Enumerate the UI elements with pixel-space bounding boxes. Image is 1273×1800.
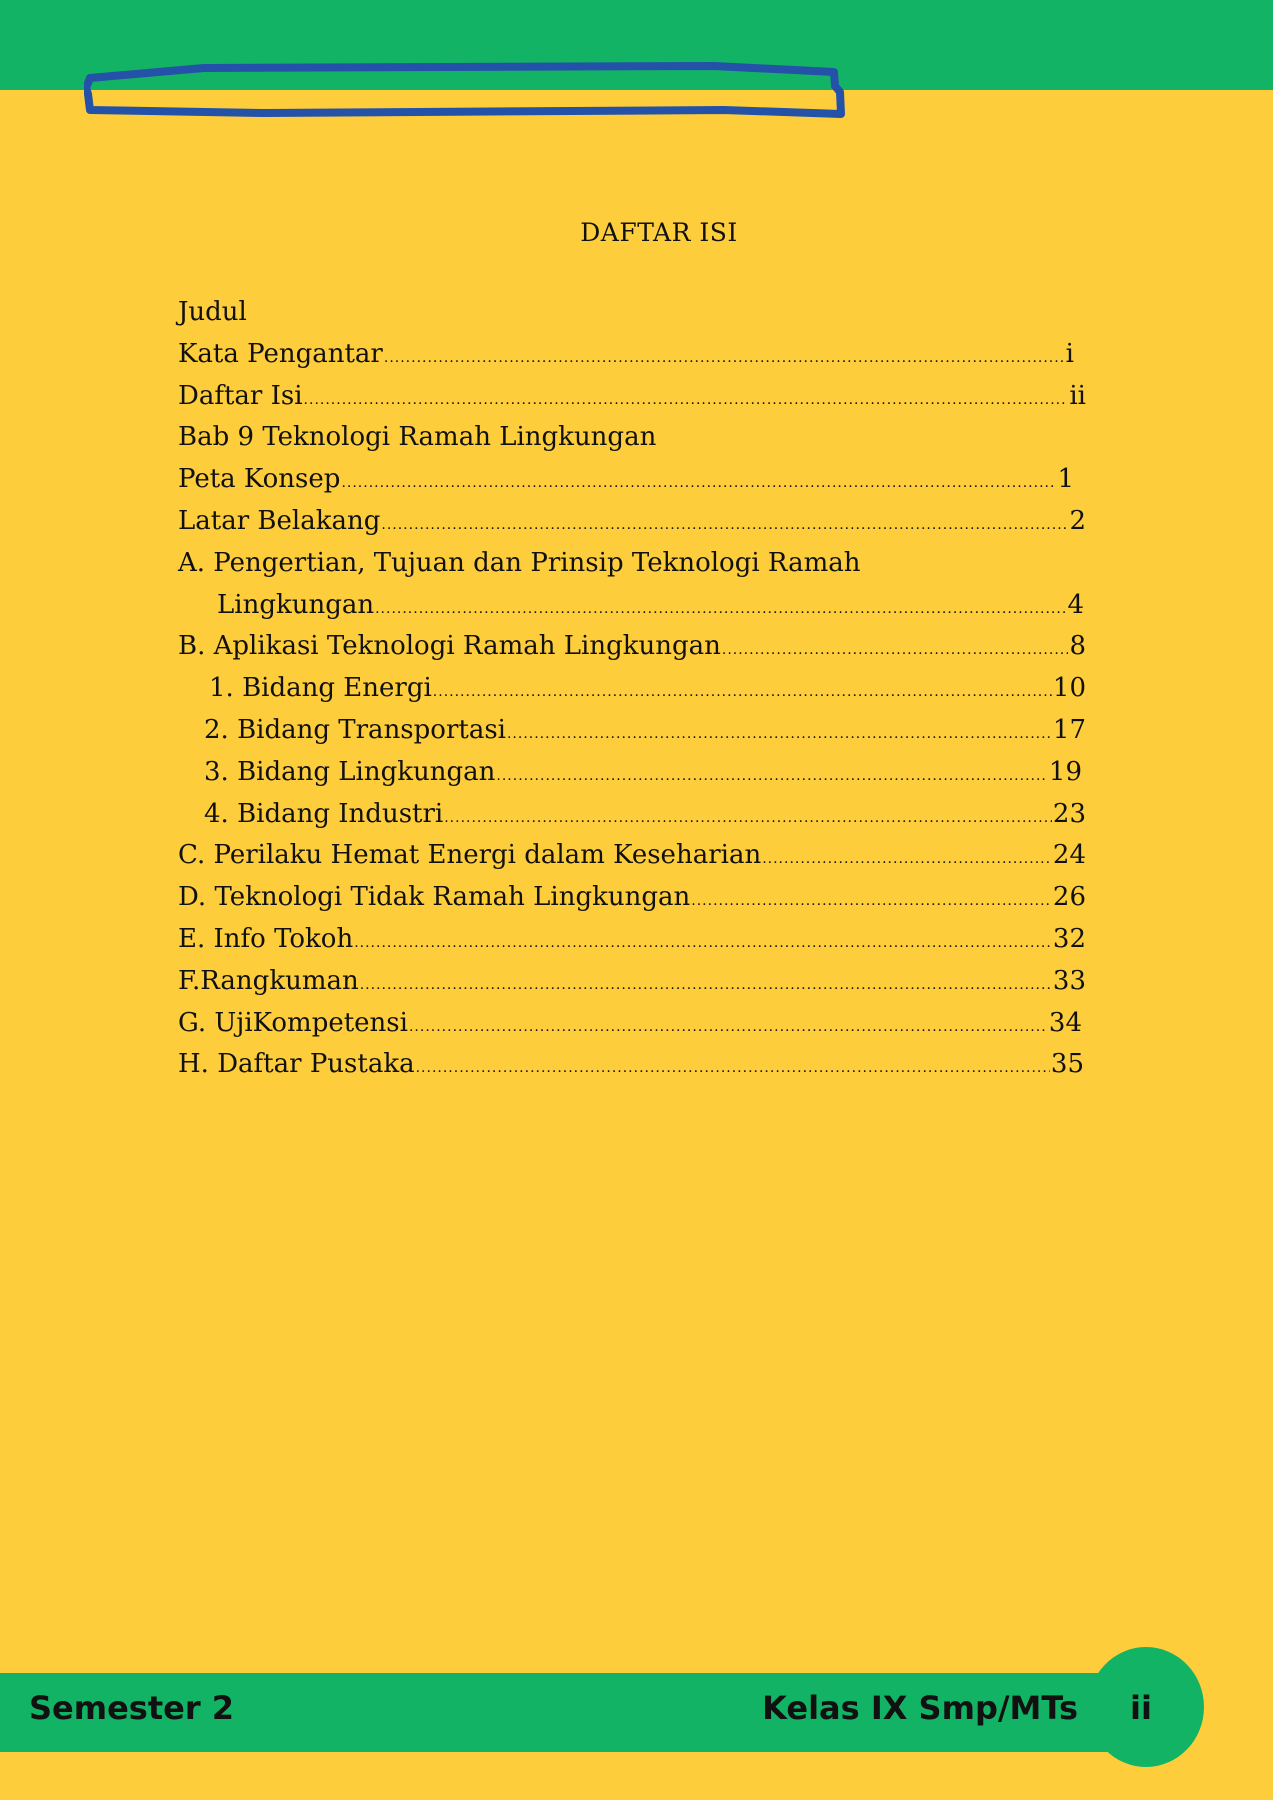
toc-entry bbox=[178, 924, 1086, 966]
toc-entry bbox=[178, 840, 1086, 882]
toc-entry-page: 24 bbox=[1052, 840, 1086, 871]
toc-entry-label: Daftar Isi bbox=[178, 380, 303, 411]
dot-leader bbox=[691, 893, 1052, 909]
toc-entry-label: 3. Bidang Lingkungan bbox=[204, 756, 496, 787]
dot-leader bbox=[360, 977, 1052, 993]
toc-entry-page: 34 bbox=[1048, 1007, 1082, 1038]
toc-entry-page: ii bbox=[1069, 380, 1086, 411]
toc-entry bbox=[178, 422, 1086, 464]
toc-entry-page: 4 bbox=[1067, 589, 1084, 620]
footer-class: Kelas IX Smp/MTs bbox=[762, 1689, 1078, 1727]
toc-entry-label: B. Aplikasi Teknologi Ramah Lingkungan bbox=[178, 631, 721, 662]
toc-entry-page: 10 bbox=[1052, 673, 1086, 704]
toc-entry bbox=[178, 1049, 1086, 1091]
dot-leader bbox=[354, 935, 1052, 951]
dot-leader bbox=[375, 601, 1066, 617]
blue-scribble-box bbox=[84, 58, 854, 122]
toc-entry bbox=[178, 799, 1086, 841]
toc-entry bbox=[178, 590, 1086, 632]
toc-entry-page: 19 bbox=[1048, 756, 1082, 787]
toc-entry bbox=[178, 882, 1086, 924]
toc-entry bbox=[178, 631, 1086, 673]
dot-leader bbox=[381, 517, 1068, 533]
toc-entry bbox=[178, 548, 1086, 590]
toc-entry bbox=[178, 673, 1086, 715]
toc-entry bbox=[178, 1008, 1086, 1050]
toc-entry-label: Peta Konsep bbox=[178, 464, 341, 495]
toc-entry-label: 1. Bidang Energi bbox=[209, 673, 432, 704]
toc-entry-label: Lingkungan bbox=[217, 589, 375, 620]
toc-entry-page: i bbox=[1065, 338, 1074, 369]
toc-entry-page: 26 bbox=[1052, 882, 1086, 913]
dot-leader bbox=[762, 851, 1052, 867]
footer-semester: Semester 2 bbox=[29, 1689, 235, 1727]
toc-entry-page: 33 bbox=[1052, 965, 1086, 996]
toc-entry bbox=[178, 339, 1086, 381]
toc-entry-page: 1 bbox=[1057, 464, 1074, 495]
toc-entry-page: 35 bbox=[1050, 1049, 1084, 1080]
toc-entry-page: 8 bbox=[1069, 631, 1086, 662]
page-title: DAFTAR ISI bbox=[580, 218, 738, 247]
toc-entry bbox=[178, 966, 1086, 1008]
table-of-contents bbox=[178, 297, 1086, 1091]
dot-leader bbox=[507, 726, 1052, 742]
toc-entry-label: G. UjiKompetensi bbox=[178, 1007, 408, 1038]
dot-leader bbox=[722, 642, 1069, 658]
toc-entry-label: D. Teknologi Tidak Ramah Lingkungan bbox=[178, 882, 691, 913]
toc-entry-page: 32 bbox=[1052, 923, 1086, 954]
dot-leader bbox=[304, 392, 1069, 408]
dot-leader bbox=[433, 684, 1052, 700]
toc-entry bbox=[178, 464, 1086, 506]
toc-entry-label: C. Perilaku Hemat Energi dalam Keseharian bbox=[178, 840, 762, 871]
toc-entry bbox=[178, 715, 1086, 757]
toc-entry-page: 2 bbox=[1069, 505, 1086, 536]
toc-entry-label: H. Daftar Pustaka bbox=[178, 1049, 415, 1080]
toc-entry-label: F.Rangkuman bbox=[178, 965, 359, 996]
dot-leader bbox=[409, 1019, 1048, 1035]
dot-leader bbox=[444, 810, 1052, 826]
toc-entry-label: 2. Bidang Transportasi bbox=[204, 714, 506, 745]
toc-entry-page: 23 bbox=[1052, 798, 1086, 829]
toc-entry-page: 17 bbox=[1052, 714, 1086, 745]
dot-leader bbox=[416, 1060, 1050, 1076]
toc-entry-label: Bab 9 Teknologi Ramah Lingkungan bbox=[178, 422, 657, 453]
dot-leader bbox=[384, 350, 1065, 366]
toc-entry bbox=[178, 381, 1086, 423]
dot-leader bbox=[341, 475, 1056, 491]
footer-page-number: ii bbox=[1130, 1689, 1152, 1727]
toc-entry-label: 4. Bidang Industri bbox=[204, 798, 444, 829]
toc-entry-label: Judul bbox=[178, 297, 247, 327]
toc-entry bbox=[178, 297, 1086, 339]
toc-entry bbox=[178, 757, 1086, 799]
toc-entry-label: Kata Pengantar bbox=[178, 338, 383, 369]
toc-entry bbox=[178, 506, 1086, 548]
toc-entry-label: Latar Belakang bbox=[178, 505, 381, 536]
toc-entry-label: A. Pengertian, Tujuan dan Prinsip Teknologi Ramah bbox=[178, 547, 861, 578]
dot-leader bbox=[496, 768, 1048, 784]
toc-entry-label: E. Info Tokoh bbox=[178, 923, 354, 954]
